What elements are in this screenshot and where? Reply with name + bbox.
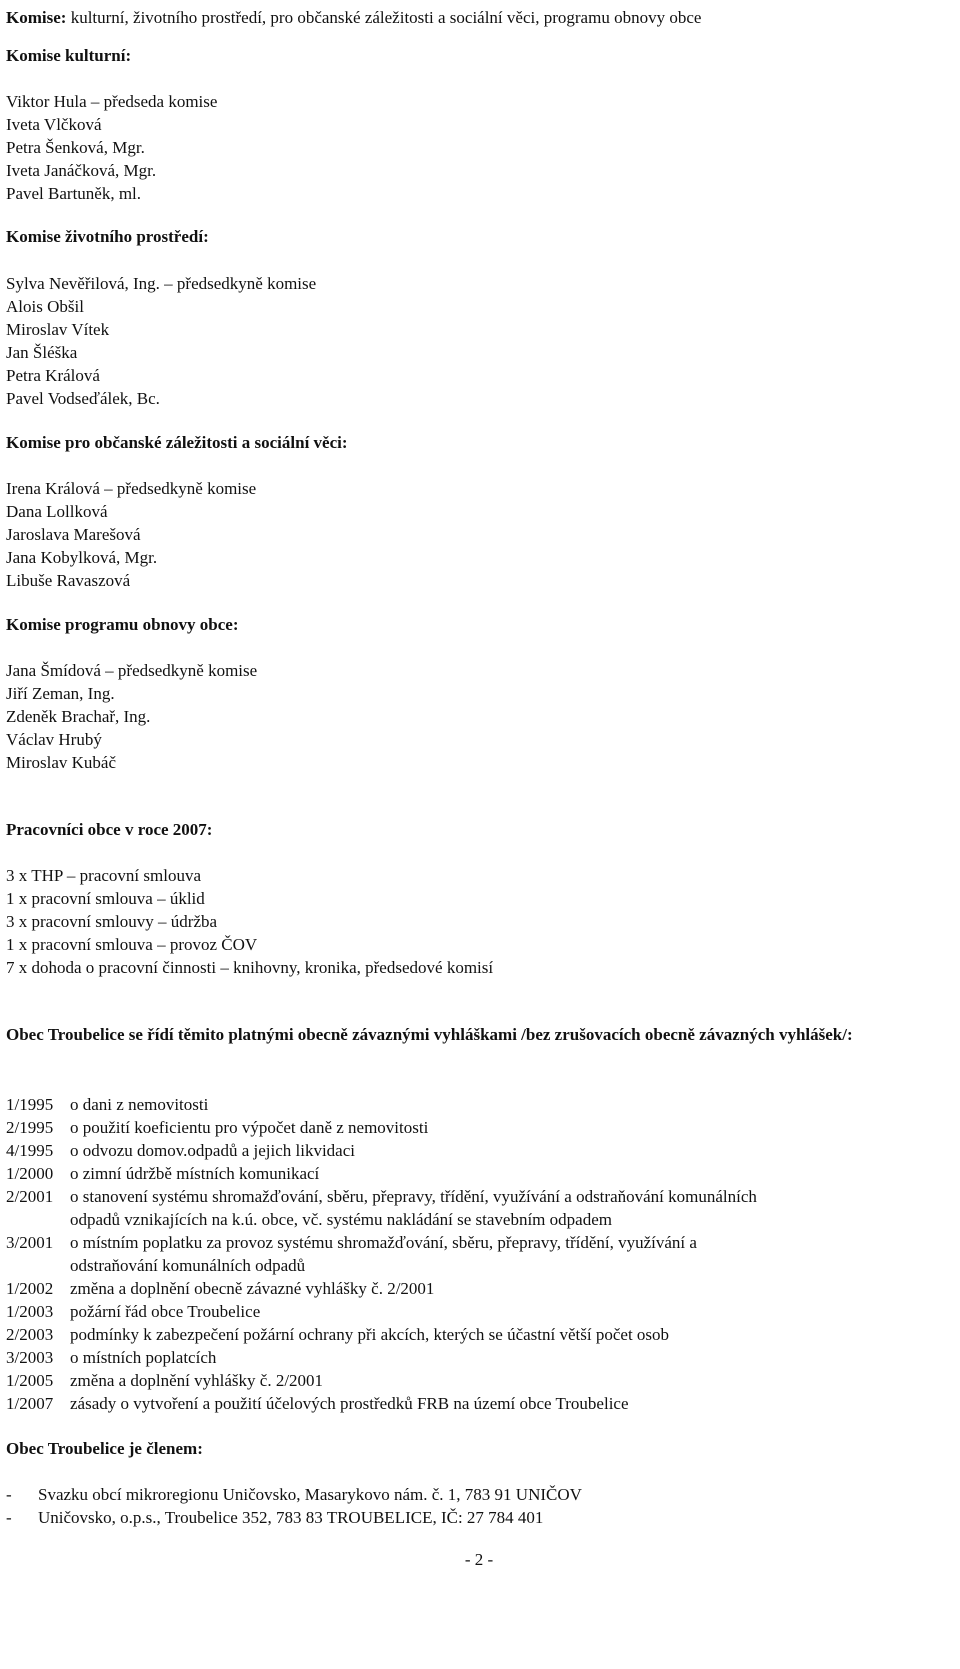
member-obnova-4: Václav Hrubý bbox=[6, 730, 102, 749]
member-zivotni-3: Miroslav Vítek bbox=[6, 320, 110, 339]
ordinance-row bbox=[6, 1323, 669, 1346]
ordinance-text: změna a doplnění obecně závazné vyhlášky č. 2/2001 bbox=[70, 1279, 435, 1298]
worker-item-2: 1 x pracovní smlouva – úklid bbox=[6, 889, 205, 908]
member-obcanske-3: Jaroslava Marešová bbox=[6, 525, 141, 544]
ordinance-number: 1/2003 bbox=[6, 1302, 54, 1321]
section-heading-pracovnici: Pracovníci obce v roce 2007: bbox=[6, 820, 213, 839]
worker-item-4: 1 x pracovní smlouva – provoz ČOV bbox=[6, 935, 258, 954]
list-dash: - bbox=[6, 1485, 12, 1504]
ordinance-row bbox=[6, 1392, 629, 1415]
ordinance-text: podmínky k zabezpečení požární ochrany při akcích, kterých se účastní větší počet osob bbox=[70, 1325, 670, 1344]
ordinance-continuation: odstraňování komunálních odpadů bbox=[70, 1256, 306, 1275]
member-kulturni-3: Petra Šenková, Mgr. bbox=[6, 138, 145, 157]
section-heading-zivotni: Komise životního prostředí: bbox=[6, 227, 209, 246]
ordinance-row bbox=[6, 1300, 260, 1323]
member-obnova-5: Miroslav Kubáč bbox=[6, 753, 117, 772]
ordinance-text: o místních poplatcích bbox=[70, 1348, 217, 1367]
ordinance-text: o stanovení systému shromažďování, sběru, přepravy, třídění, využívání a odstraňování komunálních bbox=[70, 1187, 757, 1206]
member-obcanske-2: Dana Lollková bbox=[6, 502, 108, 521]
membership-text: Svazku obcí mikroregionu Uničovsko, Masarykovo nám. č. 1, 783 91 UNIČOV bbox=[38, 1485, 582, 1504]
ordinance-text: změna a doplnění vyhlášky č. 2/2001 bbox=[70, 1371, 324, 1390]
ordinance-text: o místním poplatku za provoz systému shromažďování, sběru, přepravy, třídění, využívání a bbox=[70, 1233, 697, 1252]
membership-item bbox=[6, 1506, 543, 1529]
ordinance-number: 2/1995 bbox=[6, 1118, 54, 1137]
ordinance-number: 3/2003 bbox=[6, 1348, 54, 1367]
worker-item-1: 3 x THP – pracovní smlouva bbox=[6, 866, 202, 885]
member-obnova-1: Jana Šmídová – předsedkyně komise bbox=[6, 661, 258, 680]
section-heading-kulturni: Komise kulturní: bbox=[6, 46, 132, 65]
section-heading-obnova: Komise programu obnovy obce: bbox=[6, 615, 239, 634]
ordinance-number: 1/1995 bbox=[6, 1095, 54, 1114]
intro-text: kulturní, životního prostředí, pro občanské záležitosti a sociální věci, programu obnovy obce bbox=[66, 8, 702, 27]
ordinance-continuation: odpadů vznikajících na k.ú. obce, vč. systému nakládání se stavebním odpadem bbox=[70, 1210, 612, 1229]
member-zivotni-5: Petra Králová bbox=[6, 366, 100, 385]
member-zivotni-4: Jan Šléška bbox=[6, 343, 78, 362]
ordinance-text: o použití koeficientu pro výpočet daně z nemovitosti bbox=[70, 1118, 429, 1137]
ordinance-number: 4/1995 bbox=[6, 1141, 54, 1160]
ordinance-number: 2/2001 bbox=[6, 1187, 54, 1206]
ordinance-row bbox=[6, 1346, 216, 1369]
member-kulturni-4: Iveta Janáčková, Mgr. bbox=[6, 161, 157, 180]
section-heading-vyhlasky: Obec Troubelice se řídí těmito platnými obecně závaznými vyhláškami /bez zrušovacích obecně závazných vyhlášek/: bbox=[6, 1025, 853, 1044]
page-number: - 2 - bbox=[464, 1550, 494, 1569]
ordinance-number: 3/2001 bbox=[6, 1233, 54, 1252]
member-kulturni-2: Iveta Vlčková bbox=[6, 115, 102, 134]
ordinance-row bbox=[6, 1162, 319, 1185]
ordinance-text: zásady o vytvoření a použití účelových prostředků FRB na území obce Troubelice bbox=[70, 1394, 629, 1413]
member-obnova-2: Jiří Zeman, Ing. bbox=[6, 684, 115, 703]
ordinance-number: 2/2003 bbox=[6, 1325, 54, 1344]
section-heading-obcanske: Komise pro občanské záležitosti a sociální věci: bbox=[6, 433, 348, 452]
member-obcanske-5: Libuše Ravaszová bbox=[6, 571, 131, 590]
membership-item bbox=[6, 1483, 582, 1506]
ordinance-text: o odvozu domov.odpadů a jejich likvidaci bbox=[70, 1141, 355, 1160]
list-dash: - bbox=[6, 1508, 12, 1527]
member-kulturni-5: Pavel Bartuněk, ml. bbox=[6, 184, 142, 203]
ordinance-row bbox=[6, 1139, 355, 1162]
ordinance-row bbox=[6, 1116, 428, 1139]
member-zivotni-2: Alois Obšil bbox=[6, 297, 84, 316]
member-obcanske-1: Irena Králová – předsedkyně komise bbox=[6, 479, 257, 498]
membership-text: Uničovsko, o.p.s., Troubelice 352, 783 83 TROUBELICE, IČ: 27 784 401 bbox=[38, 1508, 544, 1527]
member-zivotni-1: Sylva Nevěřilová, Ing. – předsedkyně komise bbox=[6, 274, 317, 293]
member-obnova-3: Zdeněk Brachař, Ing. bbox=[6, 707, 151, 726]
member-obcanske-4: Jana Kobylková, Mgr. bbox=[6, 548, 158, 567]
worker-item-3: 3 x pracovní smlouvy – údržba bbox=[6, 912, 218, 931]
member-zivotni-6: Pavel Vodseďálek, Bc. bbox=[6, 389, 160, 408]
section-heading-clenstvi: Obec Troubelice je členem: bbox=[6, 1439, 203, 1458]
ordinance-row bbox=[6, 1231, 697, 1254]
ordinance-number: 1/2005 bbox=[6, 1371, 54, 1390]
ordinance-number: 1/2007 bbox=[6, 1394, 54, 1413]
ordinance-number: 1/2000 bbox=[6, 1164, 54, 1183]
ordinance-row bbox=[6, 1185, 757, 1208]
ordinance-row bbox=[6, 1369, 323, 1392]
intro-label: Komise: bbox=[6, 8, 67, 27]
ordinance-row bbox=[6, 1277, 434, 1300]
intro-line bbox=[6, 6, 701, 29]
member-kulturni-1: Viktor Hula – předseda komise bbox=[6, 92, 218, 111]
ordinance-row bbox=[6, 1093, 208, 1116]
ordinance-text: o zimní údržbě místních komunikací bbox=[70, 1164, 320, 1183]
ordinance-number: 1/2002 bbox=[6, 1279, 54, 1298]
worker-item-5: 7 x dohoda o pracovní činnosti – knihovny, kronika, předsedové komisí bbox=[6, 958, 494, 977]
ordinance-text: o dani z nemovitosti bbox=[70, 1095, 209, 1114]
ordinance-text: požární řád obce Troubelice bbox=[70, 1302, 261, 1321]
